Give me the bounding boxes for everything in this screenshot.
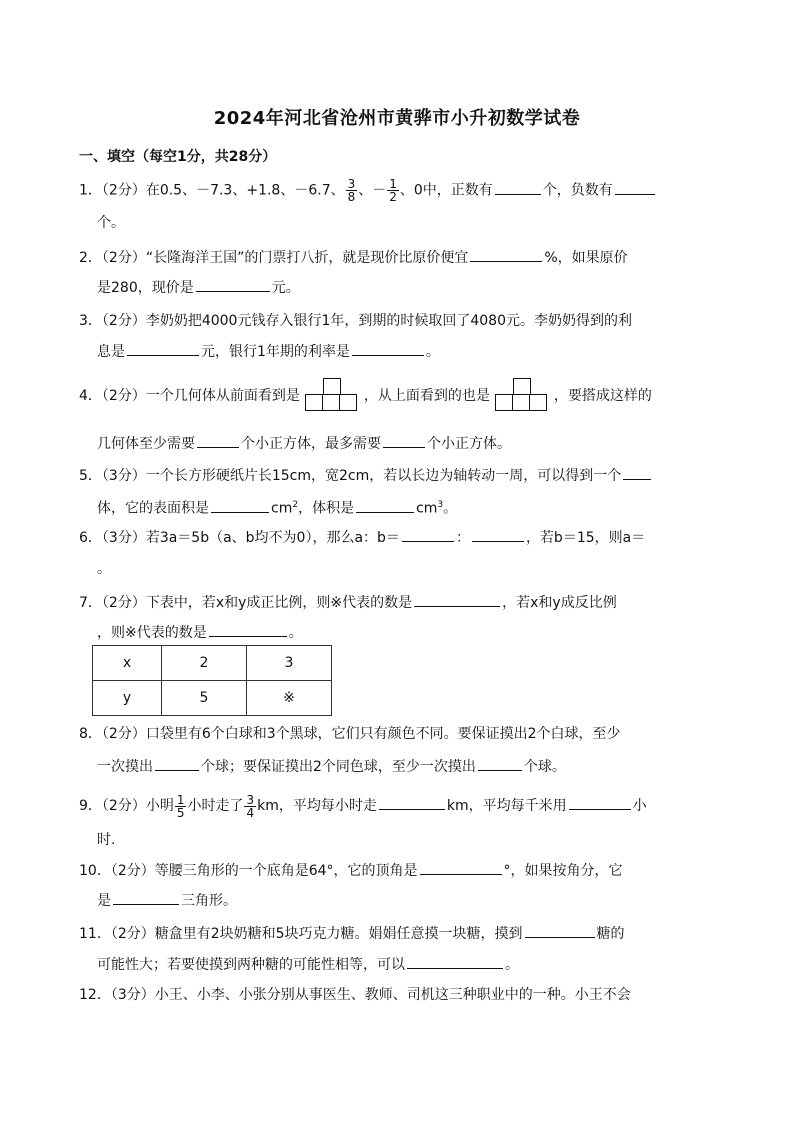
q10-text-d: 三角形。 <box>181 893 237 909</box>
q2-text-a: 2．（2分）“长隆海洋王国”的门票打八折，就是现价比原价便宜 <box>79 250 469 266</box>
cube-view-front-icon <box>303 378 361 414</box>
answer-blank[interactable] <box>407 954 503 969</box>
answer-blank[interactable] <box>472 527 524 542</box>
q8-text-a: 8．（2分）口袋里有6个白球和3个黑球，它们只有颜色不同。要保证摸出2个白球，至少 <box>79 726 621 742</box>
q1-sep: 、－ <box>358 182 387 199</box>
answer-blank[interactable] <box>414 592 500 607</box>
question-10-line-1 <box>79 860 719 881</box>
q2-text-d: 元。 <box>271 280 300 296</box>
q8-text-c: 个球；要保证摸出2个同色球，至少一次摸出 <box>201 759 476 775</box>
cube-view-top-icon <box>493 378 551 414</box>
q5-text-d: ，体积是 <box>298 500 355 517</box>
question-6-line-2 <box>97 558 737 579</box>
question-5-line-2 <box>97 495 737 519</box>
page-title: 2024年河北省沧州市黄骅市小升初数学试卷 <box>213 108 581 129</box>
answer-blank[interactable] <box>196 277 270 292</box>
q10-text-c: 是 <box>97 893 111 909</box>
q5-sup-1: 2 <box>292 500 299 510</box>
q9-text-a: 9．（2分）小明 <box>79 798 174 814</box>
fraction-denominator: 5 <box>176 805 185 820</box>
answer-blank[interactable] <box>352 341 424 356</box>
section-heading: 一、填空（每空1分，共28分） <box>79 149 277 165</box>
q4-text-e: 个小正方体，最多需要 <box>241 436 381 452</box>
question-6-line-1 <box>79 527 719 548</box>
fraction <box>175 794 187 819</box>
fraction-numerator: 3 <box>347 177 356 191</box>
question-4-line-2 <box>97 433 737 454</box>
table-cell: x <box>93 646 162 681</box>
q1-text-b: 、0中，正数有 <box>399 182 493 199</box>
q5-text-a: 5．（3分）一个长方形硬纸片长15cm，宽2cm，若以长边为轴转动一周，可以得到一个 <box>79 468 622 484</box>
answer-blank[interactable] <box>470 247 542 262</box>
q1-text-a: 1．（2分）在0.5、－7.3、+1.8、－6.7、 <box>79 182 345 199</box>
xy-table <box>92 645 332 716</box>
answer-blank[interactable] <box>356 498 414 513</box>
answer-blank[interactable] <box>569 795 631 810</box>
q7-text-a: 7．（2分）下表中，若x和y成正比例，则※代表的数是 <box>79 595 413 611</box>
question-9-line-1 <box>79 790 719 822</box>
q11-text-d: 。 <box>505 957 519 973</box>
q2-text-b: %，如果原价 <box>544 250 628 266</box>
question-11-line-2 <box>97 954 737 975</box>
table-cell: ※ <box>247 681 332 716</box>
q2-text-c: 是280，现价是 <box>97 280 194 296</box>
table-row <box>93 681 332 716</box>
answer-blank[interactable] <box>495 180 541 195</box>
answer-blank[interactable] <box>420 860 502 875</box>
q6-text-d: 。 <box>97 561 111 577</box>
q4-text-a: 4．（2分）一个几何体从前面看到是 <box>79 388 300 404</box>
q11-text-c: 可能性大；若要使摸到两种糖的可能性相等，可以 <box>97 957 405 973</box>
q7-text-d: 。 <box>288 625 303 641</box>
q4-text-f: 个小正方体。 <box>427 436 511 452</box>
answer-blank[interactable] <box>127 341 199 356</box>
question-9-line-2 <box>97 830 737 850</box>
q3-text-c: 元，银行1年期的利率是 <box>201 344 350 360</box>
q5-text-b: 体，它的表面积是 <box>97 500 209 517</box>
table-cell: 5 <box>162 681 247 716</box>
fraction-numerator: 1 <box>389 177 397 191</box>
question-7-line-1 <box>79 592 719 613</box>
table-row <box>93 646 332 681</box>
q7-text-c: ，则※代表的数是 <box>97 625 207 641</box>
q9-text-b: 小时走了 <box>187 798 244 814</box>
q8-text-d: 个球。 <box>523 759 566 775</box>
q5-sup-2: 3 <box>437 500 444 510</box>
question-3-line-2 <box>97 341 737 362</box>
q3-text-a: 3．（2分）李奶奶把4000元钱存入银行1年，到期的时候取回了4080元。李奶奶得到的利 <box>79 313 632 329</box>
question-2-line-2 <box>97 277 737 298</box>
q1-text-d: 个。 <box>97 215 125 231</box>
q7-text-b: ，若x和y成反比例 <box>502 595 617 611</box>
answer-blank[interactable] <box>211 498 269 513</box>
fraction-denominator: 8 <box>347 190 356 204</box>
q6-text-b: ： <box>455 530 470 546</box>
fraction <box>244 794 256 819</box>
answer-blank[interactable] <box>615 180 655 195</box>
fraction <box>387 178 399 203</box>
table-cell: 2 <box>162 646 247 681</box>
q11-text-a: 11．（2分）糖盒里有2块奶糖和5块巧克力糖。娟娟任意摸一块糖，摸到 <box>79 926 523 942</box>
question-11-line-1 <box>79 923 719 944</box>
question-5-line-1 <box>79 465 719 486</box>
question-1-line-1 <box>79 178 719 203</box>
q4-text-c: ，要搭成这样的 <box>553 388 652 404</box>
question-10-line-2 <box>97 890 737 911</box>
answer-blank[interactable] <box>525 923 595 938</box>
answer-blank[interactable] <box>383 433 425 448</box>
q5-unit-2: cm <box>416 500 438 517</box>
fraction-numerator: 1 <box>176 792 185 807</box>
answer-blank[interactable] <box>623 465 651 480</box>
q10-text-b: °，如果按角分，它 <box>503 863 623 879</box>
q9-text-c: km，平均每小时走 <box>257 798 377 814</box>
question-1-line-2 <box>97 213 737 233</box>
fraction <box>346 178 358 203</box>
question-7-line-2 <box>97 622 737 643</box>
question-3-line-1 <box>79 311 719 331</box>
q11-text-b: 糖的 <box>596 926 625 942</box>
answer-blank[interactable] <box>402 527 454 542</box>
question-2-line-1 <box>79 247 719 268</box>
question-4-line-1 <box>79 378 719 414</box>
fraction-denominator: 4 <box>246 805 255 820</box>
q6-text-c: ，若b＝15，则a＝ <box>525 530 646 546</box>
answer-blank[interactable] <box>379 795 445 810</box>
q8-text-b: 一次摸出 <box>97 759 153 775</box>
q4-text-b: ，从上面看到的也是 <box>363 388 490 404</box>
q9-text-f: 时. <box>97 832 116 848</box>
fraction-numerator: 3 <box>246 792 255 807</box>
answer-blank[interactable] <box>478 756 522 771</box>
q3-text-d: 。 <box>425 344 440 360</box>
question-12-line-1 <box>79 985 719 1005</box>
q1-text-c: 个，负数有 <box>542 182 613 199</box>
table-cell: 3 <box>247 646 332 681</box>
q12-text-a: 12．（3分）小王、小李、小张分别从事医生、教师、司机这三种职业中的一种。小王不会 <box>79 987 631 1003</box>
answer-blank[interactable] <box>113 890 179 905</box>
question-8-line-1 <box>79 724 719 744</box>
q6-text-a: 6．（3分）若3a＝5b（a、b均不为0），那么a：b＝ <box>79 530 400 546</box>
fraction-denominator: 2 <box>389 190 397 204</box>
answer-blank[interactable] <box>155 756 199 771</box>
answer-blank[interactable] <box>209 622 287 637</box>
q9-text-d: km，平均每千米用 <box>446 798 567 814</box>
question-8-line-2 <box>97 756 737 777</box>
q5-text-f: 。 <box>443 500 458 517</box>
answer-blank[interactable] <box>197 433 239 448</box>
q4-text-d: 几何体至少需要 <box>97 436 195 452</box>
q10-text-a: 10．（2分）等腰三角形的一个底角是64°，它的顶角是 <box>79 863 418 879</box>
table-cell: y <box>93 681 162 716</box>
q3-text-b: 息是 <box>97 344 125 360</box>
q9-text-e: 小 <box>632 798 647 814</box>
q5-unit-1: cm <box>271 500 293 517</box>
